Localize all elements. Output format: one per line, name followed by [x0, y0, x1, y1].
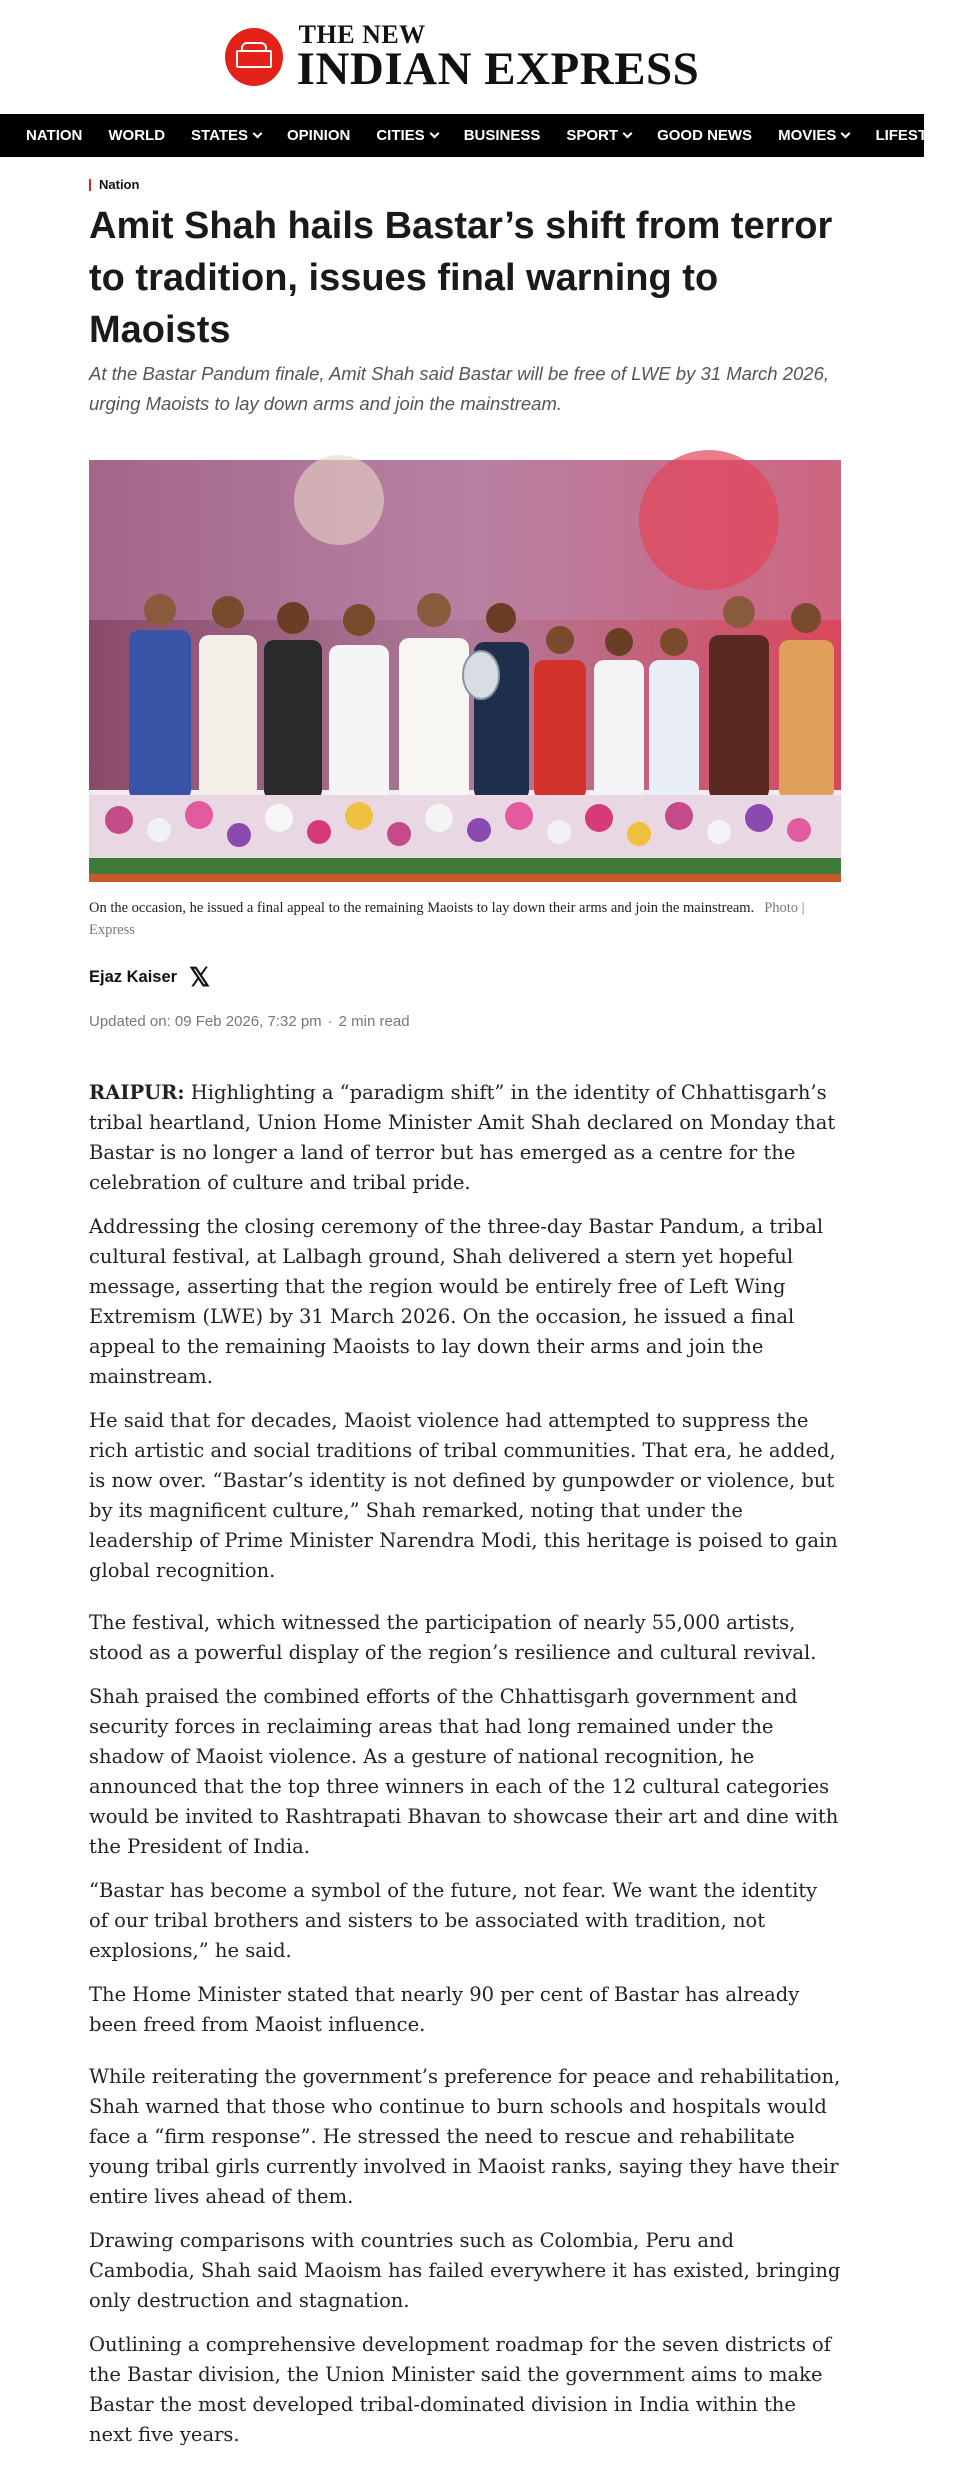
paragraph-text: Highlighting a “paradigm shift” in the identity of Chhattisgarh’s tribal heartland, Union Home Minister Amit Shah declared on Monday that Bastar is no longer a land of terror but has emerged as a centre for the celebration of culture and tribal pride. — [89, 1081, 836, 1194]
section-tag[interactable] — [89, 177, 841, 192]
nav-item-world[interactable] — [108, 127, 165, 144]
body-paragraph: “Bastar has become a symbol of the future, not fear. We want the identity of our tribal brothers and sisters to be associated with tradition, not explosions,” he said. — [89, 1879, 818, 1962]
chevron-down-icon[interactable] — [623, 129, 633, 139]
nav-item-lifestyle[interactable] — [875, 127, 956, 144]
nav-label: OPINION — [287, 127, 351, 144]
image-caption — [89, 897, 841, 941]
site-logo[interactable] — [296, 19, 700, 95]
photo-credit: Photo | Express — [89, 900, 805, 938]
nav-item-cities[interactable] — [376, 127, 437, 144]
section-tag-bar — [89, 179, 91, 191]
body-paragraph: Addressing the closing ceremony of the three-day Bastar Pandum, a tribal cultural festival, at Lalbagh ground, Shah delivered a stern yet hopeful message, asserting that the region would be entirely free of Left Wing Extremism (LWE) by 31 March 2026. On the occasion, he issued a final appeal to the remaining Maoists to lay down their arms and join the mainstream. — [89, 1215, 824, 1388]
nav-label: CITIES — [376, 127, 425, 144]
article-body — [89, 1078, 841, 2464]
body-paragraph: Outlining a comprehensive development roadmap for the seven districts of the Bastar division, the Union Minister said the government aims to make Bastar the most developed tribal-dominated division in India within the next five years. — [89, 2333, 832, 2446]
body-paragraph: The festival, which witnessed the participation of nearly 55,000 artists, stood as a powerful display of the region’s resilience and cultural revival. — [89, 1611, 817, 1664]
author-name[interactable]: Ejaz Kaiser — [89, 967, 178, 986]
nav-label: WORLD — [108, 127, 166, 144]
chevron-down-icon[interactable] — [429, 129, 439, 139]
nav-label: NATION — [26, 127, 83, 144]
hero-image — [89, 460, 841, 882]
body-paragraph: While reiterating the government’s preference for peace and rehabilitation, Shah warned that those who continue to burn schools and hospitals would face a “firm response”. He stressed the need to rescue and rehabilitate young tribal girls currently involved in Maoist ranks, saying they have their entire lives ahead of them. — [89, 2065, 841, 2208]
section-tag-label: Nation — [99, 177, 140, 192]
nav-item-nation[interactable] — [26, 127, 82, 144]
logo-top-text: THE NEW — [298, 19, 426, 49]
nav-label: GOOD NEWS — [657, 127, 753, 144]
nav-item-business[interactable] — [464, 127, 541, 144]
article-headline: Amit Shah hails Bastar’s shift from terror to tradition, issues final warning to Maoists — [89, 205, 833, 351]
nav-label: SPORT — [566, 127, 619, 144]
nav-label: LIFESTYLE — [875, 127, 956, 144]
main-nav — [0, 114, 956, 157]
chevron-down-icon[interactable] — [253, 129, 263, 139]
dateline: RAIPUR: — [89, 1081, 185, 1104]
masthead[interactable] — [0, 0, 924, 114]
logo-main-text: INDIAN EXPRESS — [296, 42, 700, 95]
byline — [89, 964, 841, 990]
body-paragraph: The Home Minister stated that nearly 90 per cent of Bastar has already been freed from Maoist influence. — [89, 1983, 800, 2036]
nav-label: BUSINESS — [463, 127, 541, 144]
nav-item-sport[interactable] — [566, 127, 631, 144]
chevron-down-icon[interactable] — [841, 129, 851, 139]
meta-separator: · — [327, 1013, 333, 1030]
body-paragraph: Drawing comparisons with countries such as Colombia, Peru and Cambodia, Shah said Maoism has failed everywhere it has existed, bringing only destruction and stagnation. — [89, 2229, 841, 2312]
brand-seal-icon[interactable] — [225, 28, 283, 86]
caption-text: On the occasion, he issued a final appeal to the remaining Maoists to lay down their arms and join the mainstream. — [89, 900, 755, 916]
nav-item-movies[interactable] — [778, 127, 849, 144]
read-time: 2 min read — [338, 1013, 410, 1030]
nav-item-states[interactable] — [191, 127, 261, 144]
body-paragraph: He said that for decades, Maoist violence had attempted to suppress the rich artistic and social traditions of tribal communities. That era, he added, is now over. “Bastar’s identity is not defined by gunpowder or violence, but by its magnificent culture,” Shah remarked, noting that under the leadership of Prime Minister Narendra Modi, this heritage is poised to gain global recognition. — [89, 1409, 838, 1582]
body-paragraph: Shah praised the combined efforts of the Chhattisgarh government and security forces in reclaiming areas that had long remained under the shadow of Maoist violence. As a gesture of national recognition, he announced that the top three winners in each of the 12 cultural categories would be invited to Rashtrapati Bhavan to showcase their art and dine with the President of India. — [89, 1685, 839, 1858]
nav-item-opinion[interactable] — [287, 127, 350, 144]
nav-item-good-news[interactable] — [657, 127, 752, 144]
body-paragraph — [89, 1078, 841, 1198]
nav-label: MOVIES — [778, 127, 837, 144]
updated-timestamp: Updated on: 09 Feb 2026, 7:32 pm — [89, 1013, 322, 1030]
article-standfirst: At the Bastar Pandum finale, Amit Shah said Bastar will be free of LWE by 31 March 2026, urging Maoists to lay down arms and join the mainstream. — [89, 363, 830, 414]
article-meta — [89, 1013, 841, 1030]
site-header — [0, 0, 956, 157]
hero-photo — [89, 460, 841, 882]
x-social-icon[interactable]: 𝕏 — [189, 962, 211, 992]
nav-label: STATES — [191, 127, 248, 144]
